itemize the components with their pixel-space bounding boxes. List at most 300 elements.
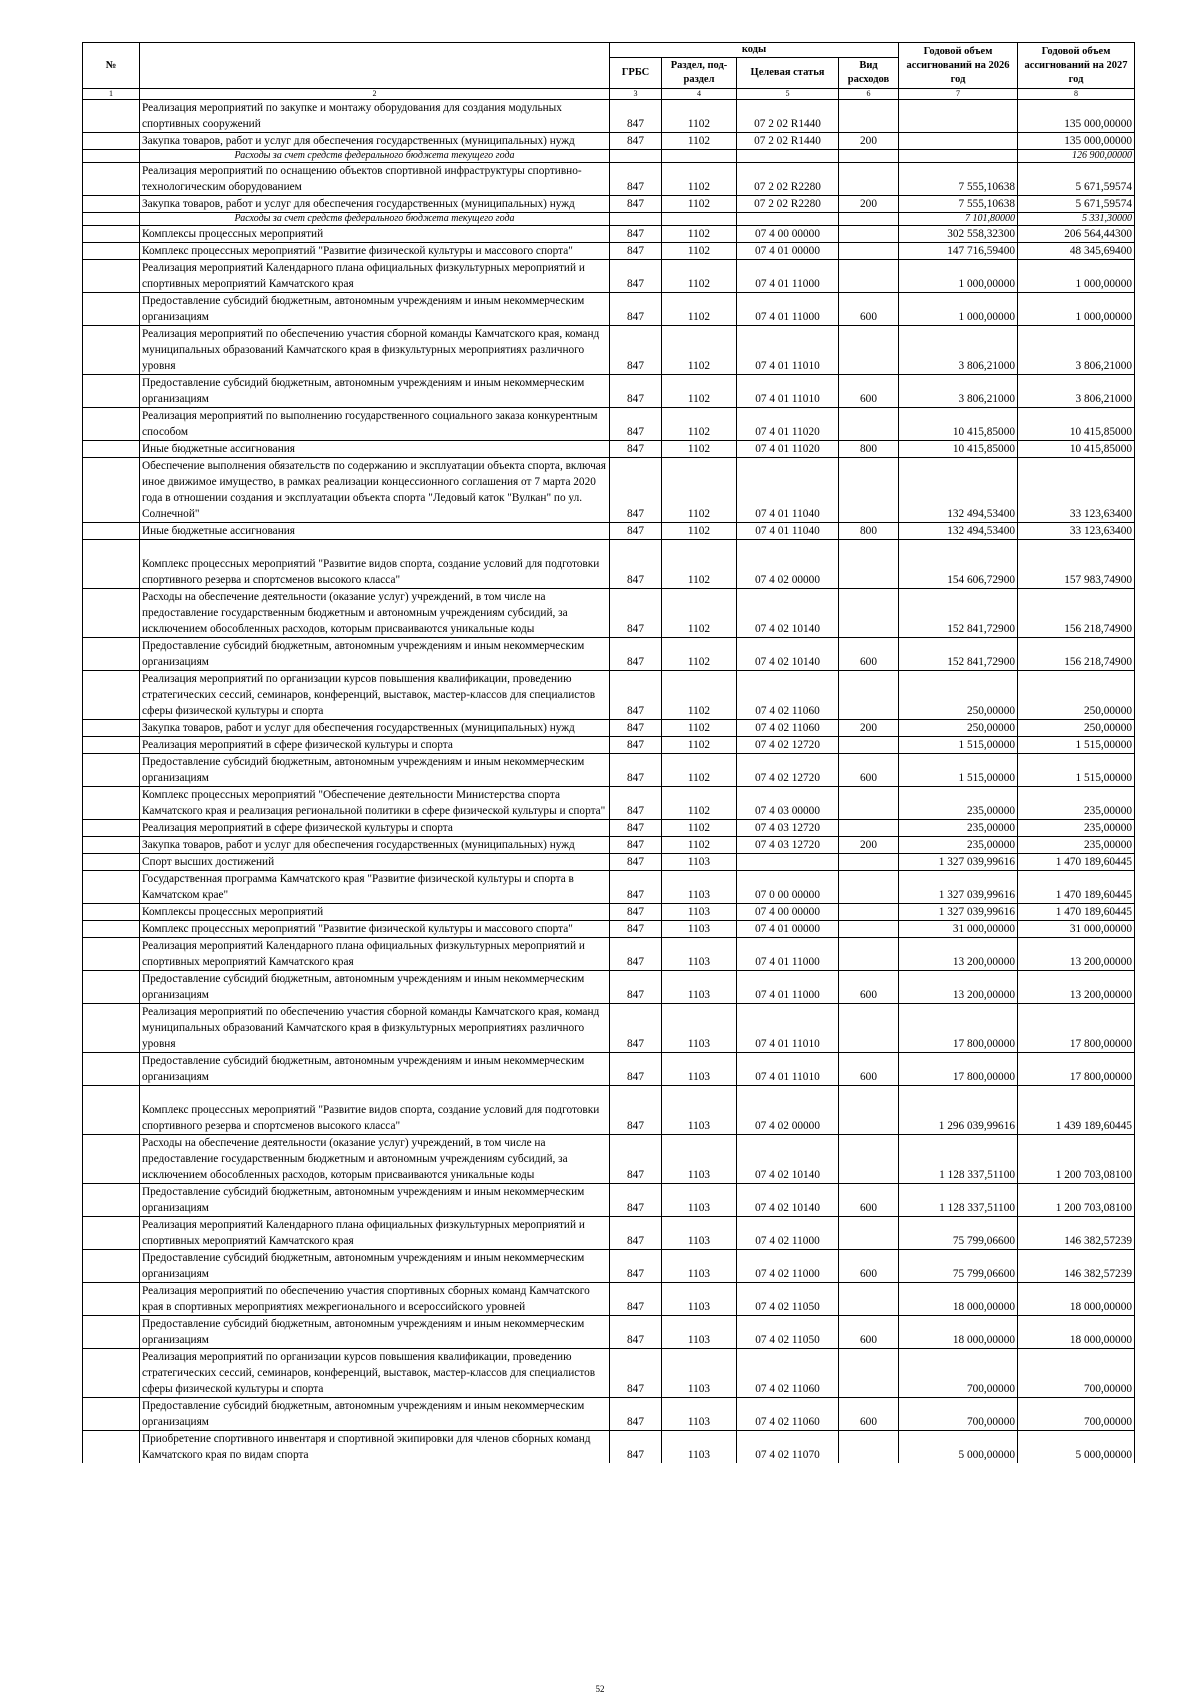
row-number bbox=[83, 213, 140, 226]
amount-2026: 235,00000 bbox=[899, 787, 1018, 820]
amount-2026: 1 000,00000 bbox=[899, 293, 1018, 326]
item-name: Комплекс процессных мероприятий "Обеспечение деятельности Министерства спорта Камчатского края и реализация региональной политики в сфере физической культуры и спорта" bbox=[140, 787, 610, 820]
expense-type: 200 bbox=[839, 196, 899, 213]
amount-2027: 5 671,59574 bbox=[1018, 196, 1135, 213]
row-number bbox=[83, 921, 140, 938]
amount-2027: 1 200 703,08100 bbox=[1018, 1184, 1135, 1217]
row-number bbox=[83, 1217, 140, 1250]
amount-2027: 1 470 189,60445 bbox=[1018, 871, 1135, 904]
item-name: Реализация мероприятий по организации курсов повышения квалификации, проведению стратегических сессий, семинаров, конференций, выставок, мастер-классов для специалистов сферы физической культуры и спорта bbox=[140, 671, 610, 720]
expense-type bbox=[839, 1283, 899, 1316]
grbs-code: 847 bbox=[610, 196, 662, 213]
table-row bbox=[83, 904, 1135, 921]
table-row bbox=[83, 720, 1135, 737]
target-article: 07 4 01 11010 bbox=[737, 1004, 839, 1053]
amount-2027: 18 000,00000 bbox=[1018, 1316, 1135, 1349]
expense-type bbox=[839, 938, 899, 971]
section-code: 1102 bbox=[662, 589, 737, 638]
table-row bbox=[83, 293, 1135, 326]
section-code: 1102 bbox=[662, 226, 737, 243]
row-number bbox=[83, 293, 140, 326]
table-row bbox=[83, 938, 1135, 971]
amount-2027: 146 382,57239 bbox=[1018, 1217, 1135, 1250]
grbs-code: 847 bbox=[610, 408, 662, 441]
row-number bbox=[83, 1053, 140, 1086]
amount-2026: 235,00000 bbox=[899, 820, 1018, 837]
grbs-code bbox=[610, 213, 662, 226]
expense-type bbox=[839, 1004, 899, 1053]
expense-type bbox=[839, 100, 899, 133]
item-name: Реализация мероприятий по организации курсов повышения квалификации, проведению стратегических сессий, семинаров, конференций, выставок, мастер-классов для специалистов сферы физической культуры и спорта bbox=[140, 1349, 610, 1398]
section-code: 1102 bbox=[662, 441, 737, 458]
table-row bbox=[83, 787, 1135, 820]
expense-type: 200 bbox=[839, 837, 899, 854]
table-row bbox=[83, 837, 1135, 854]
header-expense-type: Вид расходов bbox=[839, 58, 899, 89]
grbs-code: 847 bbox=[610, 1250, 662, 1283]
row-number bbox=[83, 260, 140, 293]
expense-type bbox=[839, 163, 899, 196]
target-article: 07 4 01 11020 bbox=[737, 408, 839, 441]
row-number bbox=[83, 243, 140, 260]
section-code: 1103 bbox=[662, 904, 737, 921]
row-number bbox=[83, 720, 140, 737]
expense-type bbox=[839, 540, 899, 589]
amount-2026: 235,00000 bbox=[899, 837, 1018, 854]
amount-2027: 135 000,00000 bbox=[1018, 100, 1135, 133]
amount-2026: 7 555,10638 bbox=[899, 163, 1018, 196]
table-row bbox=[83, 1349, 1135, 1398]
section-code: 1103 bbox=[662, 1184, 737, 1217]
target-article: 07 4 01 11040 bbox=[737, 458, 839, 523]
row-number bbox=[83, 854, 140, 871]
amount-2026: 700,00000 bbox=[899, 1398, 1018, 1431]
grbs-code: 847 bbox=[610, 163, 662, 196]
amount-2027: 5 671,59574 bbox=[1018, 163, 1135, 196]
grbs-code: 847 bbox=[610, 260, 662, 293]
item-name: Реализация мероприятий по оснащению объектов спортивной инфраструктуры спортивно-технологическим оборудованием bbox=[140, 163, 610, 196]
row-number bbox=[83, 589, 140, 638]
section-code: 1103 bbox=[662, 1250, 737, 1283]
row-number bbox=[83, 638, 140, 671]
amount-2027: 250,00000 bbox=[1018, 720, 1135, 737]
amount-2027: 235,00000 bbox=[1018, 787, 1135, 820]
item-name: Комплекс процессных мероприятий "Развитие видов спорта, создание условий для подготовки спортивного резерва и спортсменов высокого класса" bbox=[140, 540, 610, 589]
amount-2027: 1 515,00000 bbox=[1018, 754, 1135, 787]
table-row bbox=[83, 150, 1135, 163]
grbs-code: 847 bbox=[610, 243, 662, 260]
item-name: Реализация мероприятий Календарного плана официальных физкультурных мероприятий и спортивных мероприятий Камчатского края bbox=[140, 260, 610, 293]
amount-2026: 17 800,00000 bbox=[899, 1053, 1018, 1086]
table-row bbox=[83, 375, 1135, 408]
amount-2026: 18 000,00000 bbox=[899, 1283, 1018, 1316]
expense-type: 600 bbox=[839, 1053, 899, 1086]
section-code: 1103 bbox=[662, 854, 737, 871]
expense-type: 600 bbox=[839, 638, 899, 671]
table-row bbox=[83, 1135, 1135, 1184]
target-article: 07 4 02 11060 bbox=[737, 720, 839, 737]
target-article: 07 4 03 12720 bbox=[737, 820, 839, 837]
header-codes: коды bbox=[610, 43, 899, 58]
item-name: Предоставление субсидий бюджетным, автономным учреждениям и иным некоммерческим организациям bbox=[140, 1250, 610, 1283]
item-name: Иные бюджетные ассигнования bbox=[140, 441, 610, 458]
amount-2027: 700,00000 bbox=[1018, 1349, 1135, 1398]
amount-2027: 126 900,00000 bbox=[1018, 150, 1135, 163]
item-name: Расходы на обеспечение деятельности (оказание услуг) учреждений, в том числе на предоставление государственным бюджетным и автономным учреждениям субсидий, за исключением обособленных расходов, которым присваиваются уникальные коды bbox=[140, 589, 610, 638]
target-article: 07 4 01 11000 bbox=[737, 293, 839, 326]
row-number bbox=[83, 196, 140, 213]
row-number bbox=[83, 326, 140, 375]
target-article: 07 4 02 11070 bbox=[737, 1431, 839, 1464]
section-code bbox=[662, 213, 737, 226]
section-code: 1103 bbox=[662, 1004, 737, 1053]
section-code: 1102 bbox=[662, 523, 737, 540]
row-number bbox=[83, 150, 140, 163]
row-number bbox=[83, 737, 140, 754]
amount-2026 bbox=[899, 100, 1018, 133]
expense-type: 600 bbox=[839, 971, 899, 1004]
target-article: 07 4 02 10140 bbox=[737, 638, 839, 671]
section-code: 1102 bbox=[662, 820, 737, 837]
target-article: 07 4 02 10140 bbox=[737, 1184, 839, 1217]
grbs-code: 847 bbox=[610, 1431, 662, 1464]
table-row bbox=[83, 1053, 1135, 1086]
item-name: Спорт высших достижений bbox=[140, 854, 610, 871]
column-number: 2 bbox=[140, 89, 610, 100]
amount-2026: 13 200,00000 bbox=[899, 971, 1018, 1004]
section-code: 1102 bbox=[662, 458, 737, 523]
section-code: 1102 bbox=[662, 671, 737, 720]
target-article: 07 4 01 11040 bbox=[737, 523, 839, 540]
column-number: 3 bbox=[610, 89, 662, 100]
expense-type bbox=[839, 787, 899, 820]
section-code: 1103 bbox=[662, 1086, 737, 1135]
item-name: Комплекс процессных мероприятий "Развитие физической культуры и массового спорта" bbox=[140, 921, 610, 938]
item-name: Комплекс процессных мероприятий "Развитие видов спорта, создание условий для подготовки спортивного резерва и спортсменов высокого класса" bbox=[140, 1086, 610, 1135]
amount-2027: 33 123,63400 bbox=[1018, 523, 1135, 540]
amount-2026: 152 841,72900 bbox=[899, 638, 1018, 671]
grbs-code: 847 bbox=[610, 1316, 662, 1349]
grbs-code: 847 bbox=[610, 820, 662, 837]
row-number bbox=[83, 1086, 140, 1135]
section-code: 1102 bbox=[662, 163, 737, 196]
amount-2026: 1 128 337,51100 bbox=[899, 1184, 1018, 1217]
item-name: Реализация мероприятий по закупке и монтажу оборудования для создания модульных спортивных сооружений bbox=[140, 100, 610, 133]
row-number bbox=[83, 133, 140, 150]
item-name: Комплексы процессных мероприятий bbox=[140, 904, 610, 921]
amount-2027: 3 806,21000 bbox=[1018, 375, 1135, 408]
row-number bbox=[83, 226, 140, 243]
amount-2027: 1 200 703,08100 bbox=[1018, 1135, 1135, 1184]
item-name: Комплексы процессных мероприятий bbox=[140, 226, 610, 243]
section-code: 1102 bbox=[662, 243, 737, 260]
amount-2026: 1 515,00000 bbox=[899, 754, 1018, 787]
expense-type bbox=[839, 671, 899, 720]
section-code: 1103 bbox=[662, 1283, 737, 1316]
table-row bbox=[83, 971, 1135, 1004]
grbs-code: 847 bbox=[610, 1135, 662, 1184]
amount-2026: 154 606,72900 bbox=[899, 540, 1018, 589]
expense-type bbox=[839, 737, 899, 754]
target-article: 07 4 01 11000 bbox=[737, 260, 839, 293]
target-article bbox=[737, 150, 839, 163]
section-code: 1103 bbox=[662, 921, 737, 938]
amount-2026: 7 101,80000 bbox=[899, 213, 1018, 226]
grbs-code: 847 bbox=[610, 904, 662, 921]
section-code bbox=[662, 150, 737, 163]
row-number bbox=[83, 871, 140, 904]
section-code: 1102 bbox=[662, 133, 737, 150]
grbs-code: 847 bbox=[610, 1053, 662, 1086]
amount-2027: 1 470 189,60445 bbox=[1018, 904, 1135, 921]
section-code: 1102 bbox=[662, 737, 737, 754]
amount-2026: 302 558,32300 bbox=[899, 226, 1018, 243]
target-article: 07 4 02 12720 bbox=[737, 754, 839, 787]
table-row bbox=[83, 213, 1135, 226]
target-article: 07 2 02 R1440 bbox=[737, 133, 839, 150]
amount-2026 bbox=[899, 133, 1018, 150]
section-code: 1103 bbox=[662, 1053, 737, 1086]
grbs-code: 847 bbox=[610, 1349, 662, 1398]
target-article: 07 4 03 00000 bbox=[737, 787, 839, 820]
target-article: 07 4 02 11060 bbox=[737, 1349, 839, 1398]
row-number bbox=[83, 971, 140, 1004]
target-article: 07 4 02 10140 bbox=[737, 1135, 839, 1184]
grbs-code: 847 bbox=[610, 133, 662, 150]
section-code: 1102 bbox=[662, 638, 737, 671]
header-razdel: Раздел, под-раздел bbox=[662, 58, 737, 89]
amount-2026: 10 415,85000 bbox=[899, 408, 1018, 441]
table-row bbox=[83, 737, 1135, 754]
section-code: 1103 bbox=[662, 1431, 737, 1464]
table-row bbox=[83, 1184, 1135, 1217]
row-number bbox=[83, 904, 140, 921]
table-row bbox=[83, 671, 1135, 720]
expense-type: 600 bbox=[839, 293, 899, 326]
row-number bbox=[83, 441, 140, 458]
section-code: 1102 bbox=[662, 720, 737, 737]
table-row bbox=[83, 1283, 1135, 1316]
item-name: Комплекс процессных мероприятий "Развитие физической культуры и массового спорта" bbox=[140, 243, 610, 260]
item-name: Иные бюджетные ассигнования bbox=[140, 523, 610, 540]
section-code: 1102 bbox=[662, 408, 737, 441]
amount-2027: 206 564,44300 bbox=[1018, 226, 1135, 243]
expense-type bbox=[839, 854, 899, 871]
expense-type: 600 bbox=[839, 375, 899, 408]
amount-2026: 1 296 039,99616 bbox=[899, 1086, 1018, 1135]
item-name: Предоставление субсидий бюджетным, автономным учреждениям и иным некоммерческим организациям bbox=[140, 1184, 610, 1217]
target-article: 07 0 00 00000 bbox=[737, 871, 839, 904]
table-row bbox=[83, 133, 1135, 150]
section-code: 1103 bbox=[662, 1316, 737, 1349]
expense-type bbox=[839, 1217, 899, 1250]
section-code: 1103 bbox=[662, 871, 737, 904]
amount-2027: 10 415,85000 bbox=[1018, 441, 1135, 458]
row-number bbox=[83, 787, 140, 820]
item-name: Государственная программа Камчатского края "Развитие физической культуры и спорта в Камчатском крае" bbox=[140, 871, 610, 904]
grbs-code: 847 bbox=[610, 523, 662, 540]
item-name: Расходы за счет средств федерального бюджета текущего года bbox=[140, 213, 610, 226]
expense-type: 600 bbox=[839, 1184, 899, 1217]
item-name: Предоставление субсидий бюджетным, автономным учреждениям и иным некоммерческим организациям bbox=[140, 1398, 610, 1431]
amount-2027: 135 000,00000 bbox=[1018, 133, 1135, 150]
amount-2026: 3 806,21000 bbox=[899, 375, 1018, 408]
item-name: Закупка товаров, работ и услуг для обеспечения государственных (муниципальных) нужд bbox=[140, 720, 610, 737]
expense-type bbox=[839, 904, 899, 921]
table-row bbox=[83, 921, 1135, 938]
column-number: 8 bbox=[1018, 89, 1135, 100]
expense-type bbox=[839, 871, 899, 904]
row-number bbox=[83, 540, 140, 589]
amount-2027: 13 200,00000 bbox=[1018, 971, 1135, 1004]
amount-2026: 132 494,53400 bbox=[899, 458, 1018, 523]
expense-type bbox=[839, 326, 899, 375]
expense-type: 200 bbox=[839, 133, 899, 150]
target-article: 07 4 01 00000 bbox=[737, 243, 839, 260]
amount-2027: 33 123,63400 bbox=[1018, 458, 1135, 523]
row-number bbox=[83, 375, 140, 408]
amount-2026: 250,00000 bbox=[899, 720, 1018, 737]
section-code: 1103 bbox=[662, 1398, 737, 1431]
item-name: Реализация мероприятий по обеспечению участия сборной команды Камчатского края, команд муниципальных образований Камчатского края в физкультурных мероприятиях различного уровня bbox=[140, 326, 610, 375]
target-article: 07 4 01 11020 bbox=[737, 441, 839, 458]
target-article: 07 4 00 00000 bbox=[737, 226, 839, 243]
target-article: 07 4 02 11050 bbox=[737, 1283, 839, 1316]
grbs-code: 847 bbox=[610, 100, 662, 133]
expense-type bbox=[839, 1431, 899, 1464]
item-name: Предоставление субсидий бюджетным, автономным учреждениям и иным некоммерческим организациям bbox=[140, 638, 610, 671]
target-article: 07 2 02 R2280 bbox=[737, 196, 839, 213]
header-no: № bbox=[83, 43, 140, 89]
table-row bbox=[83, 226, 1135, 243]
amount-2026: 1 327 039,99616 bbox=[899, 854, 1018, 871]
amount-2027: 17 800,00000 bbox=[1018, 1004, 1135, 1053]
amount-2026: 1 327 039,99616 bbox=[899, 871, 1018, 904]
amount-2027: 48 345,69400 bbox=[1018, 243, 1135, 260]
amount-2027: 156 218,74900 bbox=[1018, 589, 1135, 638]
table-row bbox=[83, 871, 1135, 904]
row-number bbox=[83, 408, 140, 441]
amount-2026: 7 555,10638 bbox=[899, 196, 1018, 213]
table-row bbox=[83, 1250, 1135, 1283]
item-name: Приобретение спортивного инвентаря и спортивной экипировки для членов сборных команд Камчатского края по видам спорта bbox=[140, 1431, 610, 1464]
table-row bbox=[83, 1431, 1135, 1464]
section-code: 1102 bbox=[662, 540, 737, 589]
amount-2026: 152 841,72900 bbox=[899, 589, 1018, 638]
target-article: 07 4 02 11000 bbox=[737, 1217, 839, 1250]
row-number bbox=[83, 1431, 140, 1464]
grbs-code: 847 bbox=[610, 441, 662, 458]
expense-type: 600 bbox=[839, 1250, 899, 1283]
expense-type bbox=[839, 408, 899, 441]
expense-type bbox=[839, 1086, 899, 1135]
table-body bbox=[83, 100, 1135, 1464]
expense-type: 800 bbox=[839, 523, 899, 540]
amount-2026: 132 494,53400 bbox=[899, 523, 1018, 540]
amount-2027: 1 000,00000 bbox=[1018, 260, 1135, 293]
grbs-code: 847 bbox=[610, 540, 662, 589]
amount-2026: 10 415,85000 bbox=[899, 441, 1018, 458]
target-article: 07 4 03 12720 bbox=[737, 837, 839, 854]
expense-type bbox=[839, 243, 899, 260]
row-number bbox=[83, 1250, 140, 1283]
amount-2026 bbox=[899, 150, 1018, 163]
table-row bbox=[83, 523, 1135, 540]
target-article: 07 4 02 11060 bbox=[737, 671, 839, 720]
grbs-code: 847 bbox=[610, 226, 662, 243]
amount-2026: 31 000,00000 bbox=[899, 921, 1018, 938]
item-name: Реализация мероприятий Календарного плана официальных физкультурных мероприятий и спортивных мероприятий Камчатского края bbox=[140, 1217, 610, 1250]
target-article: 07 4 02 11060 bbox=[737, 1398, 839, 1431]
amount-2027: 235,00000 bbox=[1018, 820, 1135, 837]
table-row bbox=[83, 638, 1135, 671]
item-name: Реализация мероприятий в сфере физической культуры и спорта bbox=[140, 737, 610, 754]
item-name: Предоставление субсидий бюджетным, автономным учреждениям и иным некоммерческим организациям bbox=[140, 971, 610, 1004]
amount-2027: 700,00000 bbox=[1018, 1398, 1135, 1431]
row-number bbox=[83, 1004, 140, 1053]
grbs-code: 847 bbox=[610, 971, 662, 1004]
table-row bbox=[83, 458, 1135, 523]
expense-type bbox=[839, 260, 899, 293]
item-name: Реализация мероприятий по выполнению государственного социального заказа конкурентным способом bbox=[140, 408, 610, 441]
expense-type bbox=[839, 226, 899, 243]
grbs-code: 847 bbox=[610, 754, 662, 787]
grbs-code: 847 bbox=[610, 921, 662, 938]
row-number bbox=[83, 163, 140, 196]
table-row bbox=[83, 1086, 1135, 1135]
table-row bbox=[83, 854, 1135, 871]
amount-2026: 75 799,06600 bbox=[899, 1250, 1018, 1283]
amount-2027: 1 439 189,60445 bbox=[1018, 1086, 1135, 1135]
row-number bbox=[83, 458, 140, 523]
table-row bbox=[83, 754, 1135, 787]
section-code: 1102 bbox=[662, 196, 737, 213]
row-number bbox=[83, 523, 140, 540]
section-code: 1103 bbox=[662, 1217, 737, 1250]
column-number: 7 bbox=[899, 89, 1018, 100]
grbs-code: 847 bbox=[610, 787, 662, 820]
target-article: 07 4 01 11010 bbox=[737, 326, 839, 375]
amount-2027: 17 800,00000 bbox=[1018, 1053, 1135, 1086]
expense-type bbox=[839, 820, 899, 837]
target-article: 07 4 02 00000 bbox=[737, 1086, 839, 1135]
amount-2027: 1 000,00000 bbox=[1018, 293, 1135, 326]
expense-type bbox=[839, 458, 899, 523]
amount-2026: 1 515,00000 bbox=[899, 737, 1018, 754]
expense-type bbox=[839, 1349, 899, 1398]
table-row bbox=[83, 1398, 1135, 1431]
expense-type bbox=[839, 213, 899, 226]
amount-2027: 1 515,00000 bbox=[1018, 737, 1135, 754]
table-row bbox=[83, 820, 1135, 837]
amount-2027: 31 000,00000 bbox=[1018, 921, 1135, 938]
table-row bbox=[83, 441, 1135, 458]
target-article: 07 4 01 00000 bbox=[737, 921, 839, 938]
expense-type: 200 bbox=[839, 720, 899, 737]
item-name: Предоставление субсидий бюджетным, автономным учреждениям и иным некоммерческим организациям bbox=[140, 375, 610, 408]
grbs-code: 847 bbox=[610, 589, 662, 638]
expense-type bbox=[839, 150, 899, 163]
header-grbs: ГРБС bbox=[610, 58, 662, 89]
expense-type: 600 bbox=[839, 754, 899, 787]
row-number bbox=[83, 1283, 140, 1316]
grbs-code: 847 bbox=[610, 326, 662, 375]
section-code: 1102 bbox=[662, 787, 737, 820]
row-number bbox=[83, 1184, 140, 1217]
target-article: 07 4 01 11000 bbox=[737, 971, 839, 1004]
item-name: Расходы за счет средств федерального бюджета текущего года bbox=[140, 150, 610, 163]
grbs-code bbox=[610, 150, 662, 163]
